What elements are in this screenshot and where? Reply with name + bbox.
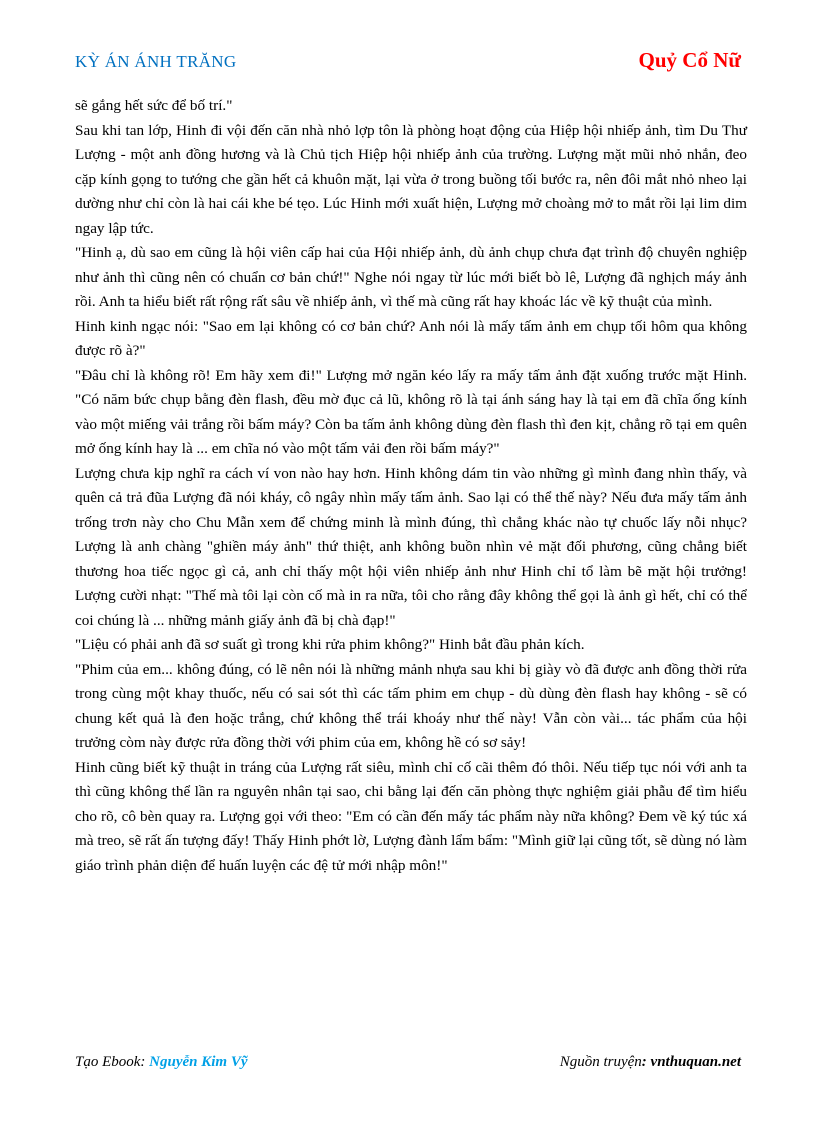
- page-body: [75, 94, 747, 878]
- paragraph: "Đâu chỉ là không rõ! Em hãy xem đi!" Lượng mở ngăn kéo lấy ra mấy tấm ảnh đặt xuống trước mặt Hinh. "Có năm bức chụp bằng đèn flash, đều mờ đục cả lũ, không rõ là tại ánh sáng hay là tại em đã chĩa ống kính vào một miếng vải trắng rồi bấm máy? Còn ba tấm ảnh không dùng đèn flash thì đen kịt, chẳng rõ tại em quên mở ống kính hay là ... em chĩa nó vào một tấm vải đen rồi bấm máy?": [75, 366, 747, 457]
- creator-separator: :: [140, 1054, 150, 1070]
- paragraph: "Hinh ạ, dù sao em cũng là hội viên cấp hai của Hội nhiếp ảnh, dù ảnh chụp chưa đạt trình độ chuyên nghiệp như ảnh thì cũng nên có chuẩn cơ bản chứ!" Nghe nói ngay từ lúc mới biết bò lê, Lượng đã nghịch máy ảnh rồi. Anh ta hiểu biết rất rộng rất sâu về nhiếp ảnh, vì thế mà cũng rất hay khoác lác về kỹ thuật của mình.: [75, 244, 747, 310]
- paragraph: Lượng chưa kịp nghĩ ra cách ví von nào hay hơn. Hinh không dám tin vào những gì mình đang nhìn thấy, và quên cả trả đũa Lượng đã nói kháy, cô ngây nhìn mấy tấm ảnh. Sao lại có thể thế này? Nếu đưa mấy tấm ảnh trống trơn này cho Chu Mẫn xem để chứng minh là mình đúng, thì chẳng khác nào tự chuốc lấy nỗi nhục? Lượng là anh chàng "ghiền máy ảnh" thứ thiệt, anh không buồn nhìn vẻ mặt đối phương, cũng chẳng biết thương hoa tiếc ngọc gì cả, anh chỉ thấy một hội viên nhiếp ảnh như Hinh chỉ tổ làm bẽ mặt hội trưởng! Lượng cười nhạt: "Thế mà tôi lại còn cố mà in ra nữa, tôi cho rằng đây không thể gọi là ảnh gì hết, chỉ có thể coi chúng là ... những mảnh giấy ảnh đã bị chà đạp!": [75, 464, 747, 629]
- author-name: Quỷ Cổ Nữ: [638, 48, 741, 72]
- creator-name: Nguyễn Kim Vỹ: [149, 1054, 248, 1070]
- paragraph: "Liệu có phải anh đã sơ suất gì trong khi rửa phim không?" Hinh bắt đầu phản kích.: [75, 636, 585, 653]
- ebook-credit: [75, 1054, 248, 1071]
- page-footer: [75, 1054, 741, 1078]
- source-name: vnthuquan.net: [650, 1054, 741, 1070]
- paragraph: "Phim của em... không đúng, có lẽ nên nói là những mảnh nhựa sau khi bị giày vò đã được anh đồng thời rửa trong cùng một khay thuốc, nếu có sai sót thì các tấm phim em chụp - dù dùng đèn flash hay không - sẽ có chung kết quả là đen hoặc trắng, chứ không thể trái khoáy như thế này! Vẫn còn vài... tác phẩm của hội trưởng còm này được rửa đồng thời với phim của em, không hề có sơ sảy!: [75, 660, 747, 751]
- creator-label: Tạo Ebook: [75, 1054, 141, 1070]
- page-header: [75, 48, 741, 78]
- paragraph: Hinh cũng biết kỹ thuật in tráng của Lượng rất siêu, mình chỉ cố cãi thêm đó thôi. Nếu tiếp tục nói với anh ta thì cũng không thể lần ra nguyên nhân tại sao, chi bằng lại đến căn phòng thực nghiệm giải phẫu để tìm hiểu cho rõ, cô bèn quay ra. Lượng gọi với theo: "Em có cần đến mấy tác phẩm này nữa không? Đem về ký túc xá mà treo, sẽ rất ấn tượng đấy! Thấy Hinh phớt lờ, Lượng đành lẩm bẩm: "Mình giữ lại cũng tốt, sẽ dùng nó làm giáo trình phản diện để huấn luyện các đệ tử mới nhập môn!": [75, 758, 747, 874]
- paragraph: Hinh kinh ngạc nói: "Sao em lại không có cơ bản chứ? Anh nói là mấy tấm ảnh em chụp tối hôm qua không được rõ à?": [75, 317, 747, 359]
- source-label: Nguồn truyện: [559, 1054, 642, 1070]
- paragraph: sẽ gắng hết sức để bố trí.": [75, 97, 233, 114]
- paragraph: Sau khi tan lớp, Hinh đi vội đến căn nhà nhỏ lợp tôn là phòng hoạt động của Hiệp hội nhiếp ảnh, tìm Du Thư Lượng - một anh đồng hương và là Chủ tịch Hiệp hội nhiếp ảnh của trường. Lượng mặt mũi nhỏ nhắn, đeo cặp kính gọng to tướng che gần hết cả khuôn mặt, lại vừa ở trong buồng tối bước ra, nên đôi mắt nhỏ nheo lại dường như chỉ còn là hai cái khe bé tẹo. Lúc Hinh mới xuất hiện, Lượng mở choàng mở to mắt rồi lại lim dim ngay lập tức.: [75, 121, 747, 237]
- source-credit: [560, 1054, 741, 1071]
- source-separator: :: [641, 1054, 651, 1070]
- book-title: KỲ ÁN ÁNH TRĂNG: [75, 52, 237, 71]
